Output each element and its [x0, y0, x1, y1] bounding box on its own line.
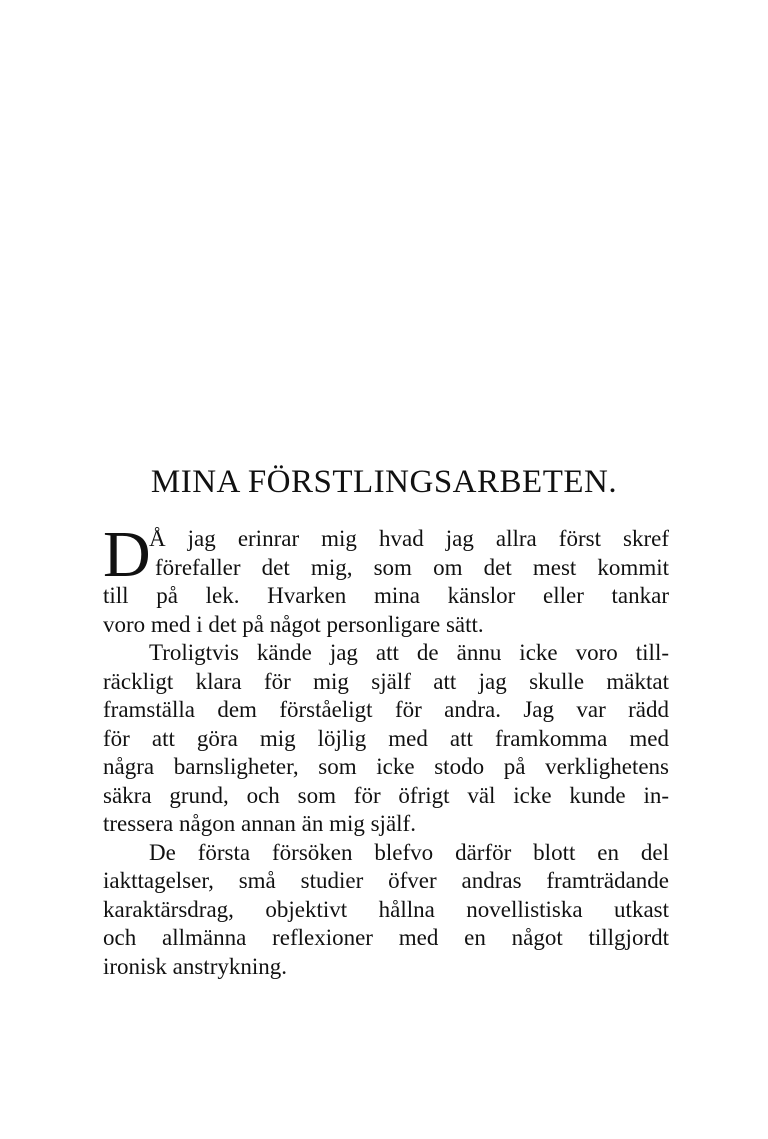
text-line: till på lek. Hvarken mina känslor eller tankar — [103, 583, 669, 608]
text-line: tressera någon annan än mig själf. — [103, 811, 416, 836]
drop-cap-lines — [147, 525, 669, 582]
text-line: och allmänna reflexioner med en något tillgjordt — [103, 925, 669, 950]
text-line: räckligt klara för mig själf att jag skulle mäktat — [103, 668, 669, 694]
drop-cap: D — [103, 518, 151, 591]
text-line: voro med i det på något personligare sätt. — [103, 611, 484, 637]
text-line: några barnsligheter, som icke stodo på verklighetens — [103, 754, 669, 779]
text-line: karaktärsdrag, objektivt hållna novellistiska utkast — [103, 896, 669, 922]
text-line: Å jag erinrar mig hvad jag allra först skref — [149, 526, 669, 551]
text-line: De första försöken blefvo därför blott en del — [149, 839, 669, 865]
text-line: för att göra mig löjlig med att framkomma med — [103, 725, 669, 751]
text-line: iakttagelser, små studier öfver andras framträdande — [103, 868, 669, 893]
chapter-title: MINA FÖRSTLINGSARBETEN. — [150, 464, 618, 500]
text-line: framställa dem förståeligt för andra. Jag var rädd — [103, 697, 669, 722]
text-line: ironisk anstrykning. — [103, 953, 287, 979]
text-line: Troligtvis kände jag att de ännu icke voro till- — [149, 640, 669, 665]
text-line: säkra grund, och som för öfrigt väl icke kunde in- — [103, 782, 669, 808]
chapter-body — [103, 518, 669, 981]
text-line: förefaller det mig, som om det mest kommit — [155, 554, 669, 580]
paragraph-1-opening — [103, 518, 669, 591]
